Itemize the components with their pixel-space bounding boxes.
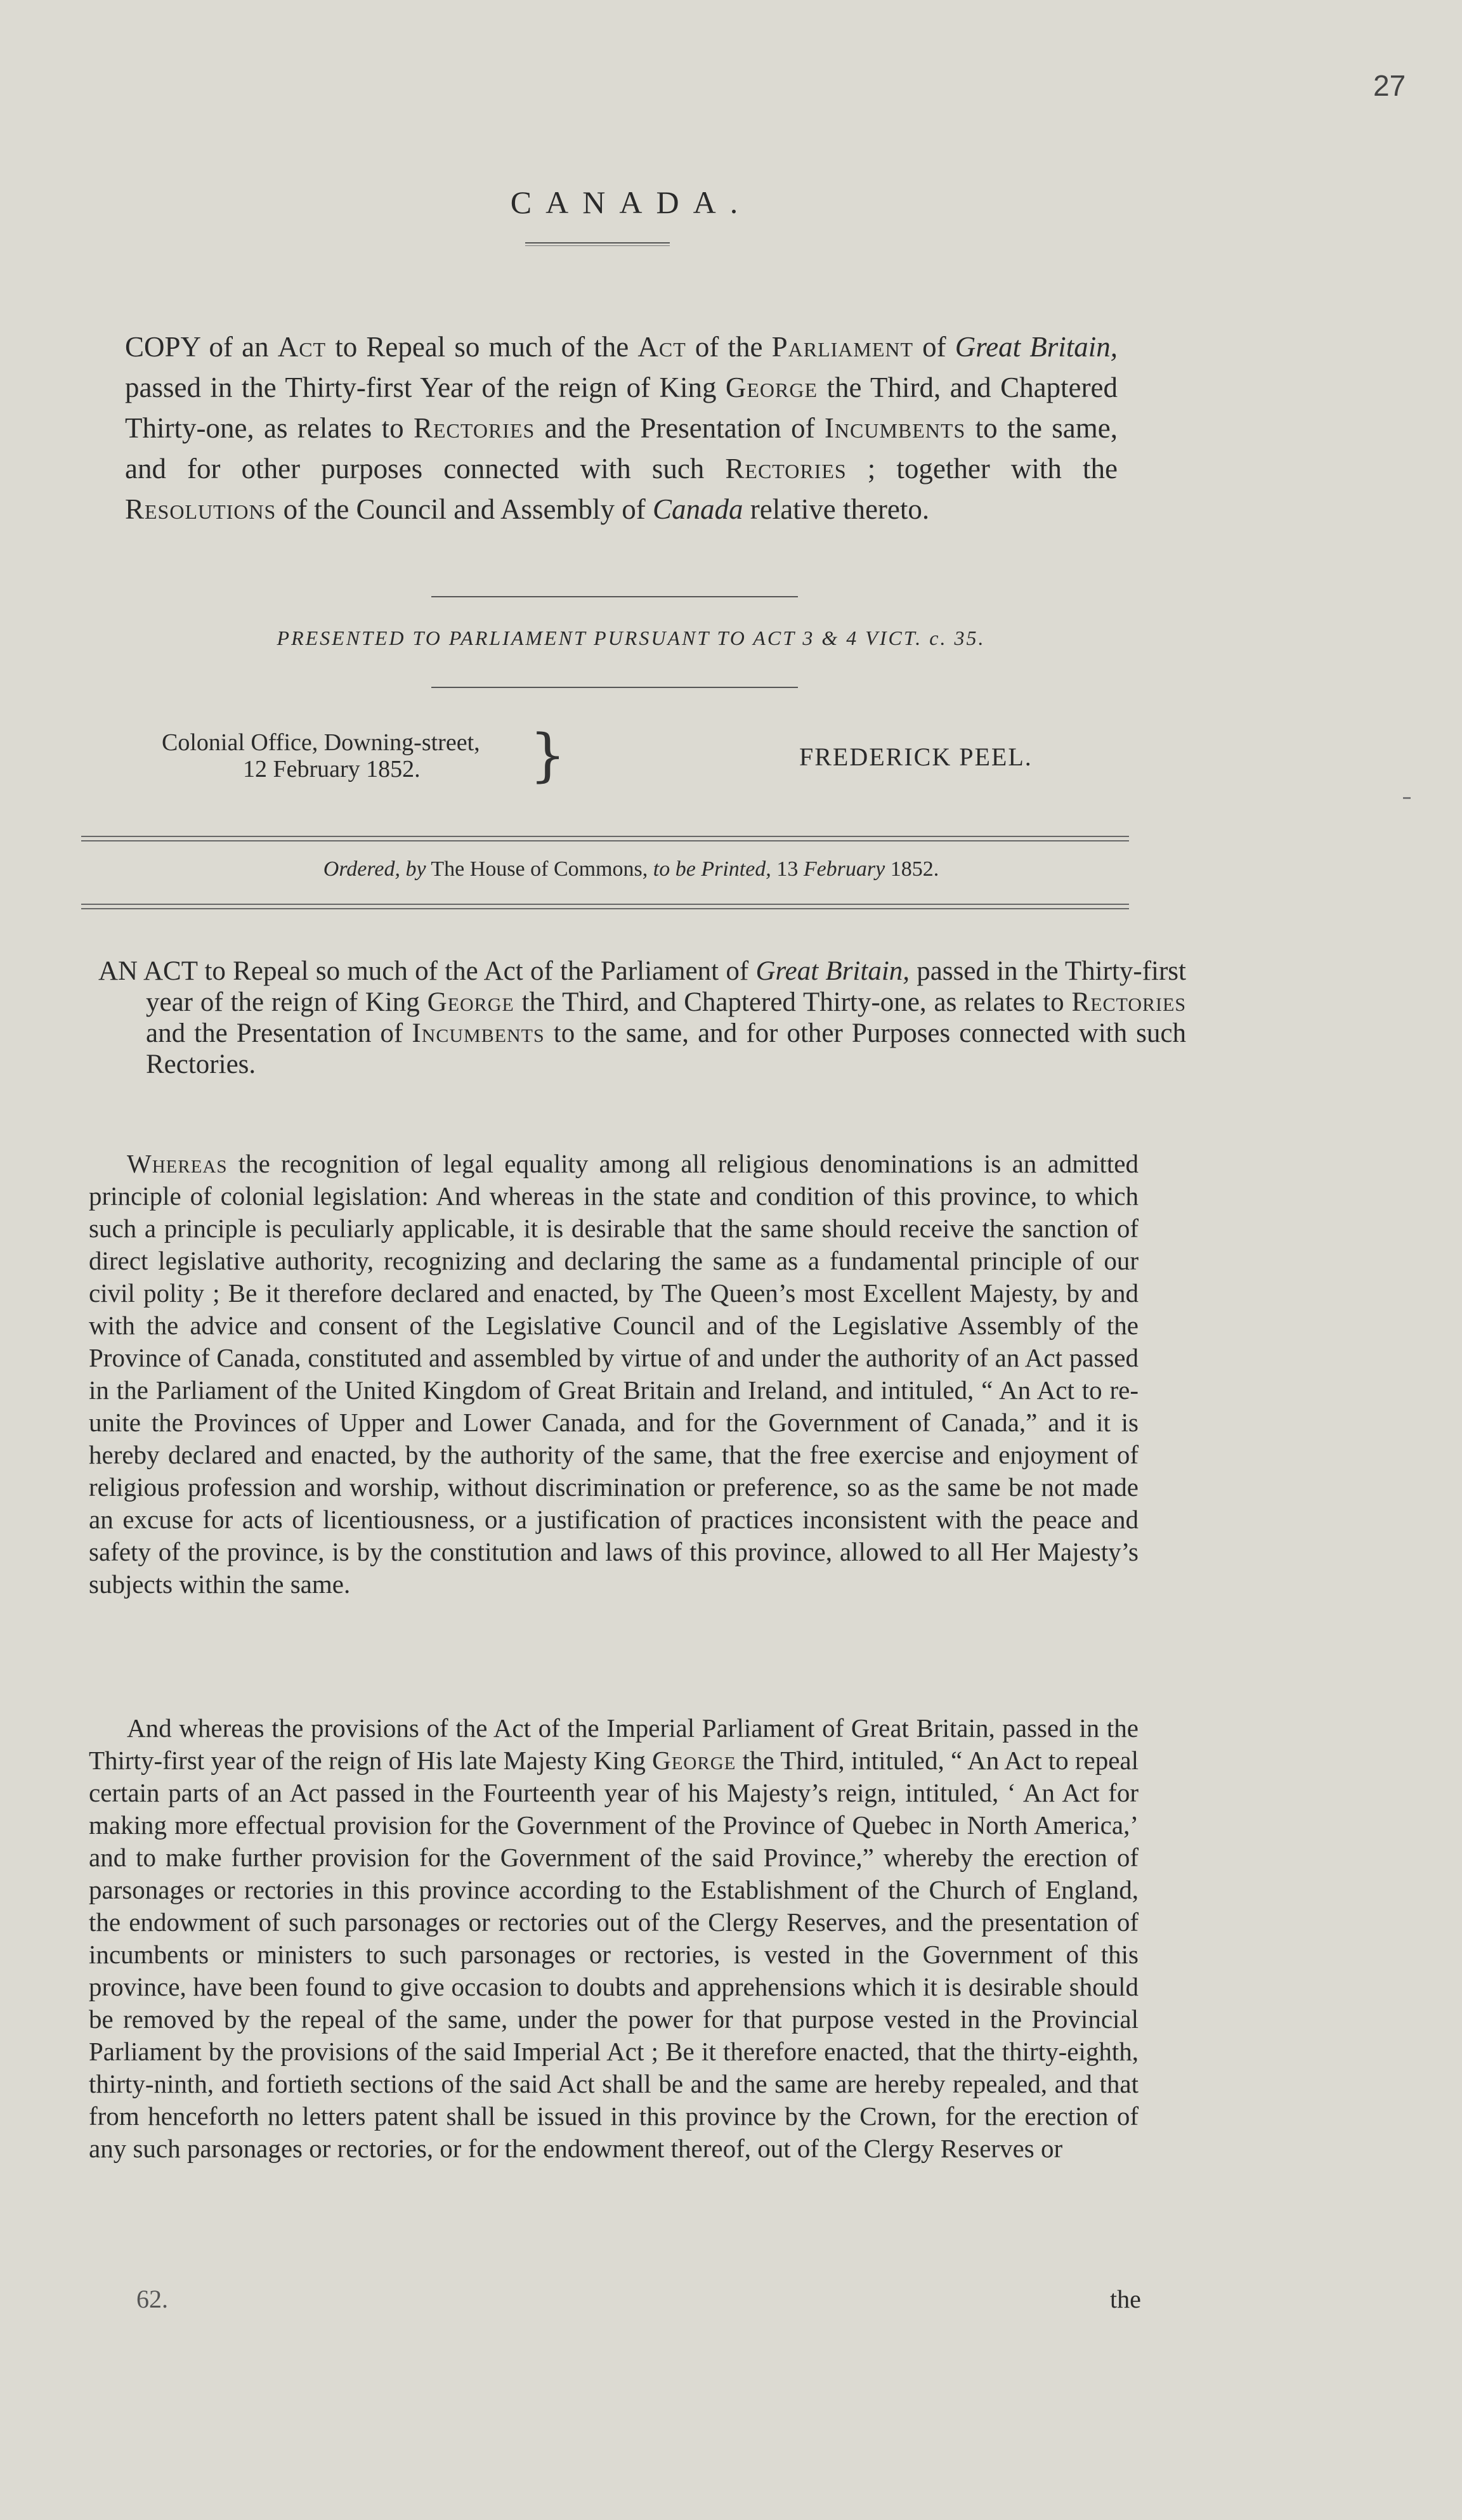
title-run: George [725,372,818,403]
title-run: to the same, and for other purposes connected with such [125,412,1118,484]
page-number: 27 [1373,69,1406,102]
title-run: of the Council and Assembly of [276,493,653,525]
title-run: of [913,331,955,363]
title-run: passed in the Thirty-first Year of the reign of King [125,372,726,403]
double-rule-bottom [81,904,1129,909]
act-title-run: and the Presentation of [146,1018,412,1048]
act-title-run: to the same, and for other Purposes connected with such Rectories. [146,1018,1186,1079]
paragraph2-run: the Third, intituled, “ An Act to repeal certain parts of an Act passed in the Fourteenth year of his Majesty’s reign, intituled, ‘ An Act for making more effectual provision for the Government of the Province of Quebec in North America,’ and to make further provision for the Government of the said Province,” whereby the erection of parsonages or rectories in this province according to the Establishment of the Church of England, the endowment of such parsonages or rectories out of the Clergy Reserves, and the presentation of incumbents or ministers to such parsonages or rectories, is vested in the Government of this province, have been found to give occasion to doubts and apprehensions which it is desirable should be removed by the repeal of the same, under the power for that purpose vested in the Provincial Parliament by the provisions of the said Imperial Act ; Be it therefore enacted, that the thirty-eighth, thirty-ninth, and fortieth sections of the said Act shall be and the same are hereby repealed, and that from henceforth no letters patent shall be issued in this province by the Crown, for the erection of any such parsonages or rectories, or for the endowment thereof, out of the Clergy Reserves or [89,1746,1139,2163]
title-run: Great Britain, [955,331,1118,363]
act-title-run: Rectories [1071,987,1187,1017]
act-title [98,956,1186,1080]
title-run: the Third, and Chaptered Thirty-one, as relates to [125,372,1118,444]
ordered-month: February [803,857,885,881]
act-title-run: the Third, and Chaptered Thirty-one, as relates to [514,987,1072,1017]
ordered-year: 1852. [885,857,939,881]
paragraph-whereas [89,1148,1139,1601]
colonial-office-address [162,729,480,783]
colonial-office-date: 12 February 1852. [243,756,421,783]
title-run: Incumbents [824,412,966,444]
title-run: Rectories [725,453,847,484]
title-run: Act [637,331,686,363]
act-title-run: passed in the Thirty-first year of the reign of King [146,956,1186,1017]
document-heading: CANADA. [510,185,752,220]
ordered-house: The House of Commons, [426,857,653,881]
ordered-line [0,857,1262,881]
title-run: Rectories [413,412,535,444]
act-title-run: AN ACT to Repeal so much of the Act of the Parliament of [98,956,756,986]
title-run: to Repeal so much of the [326,331,638,363]
title-run: COPY of an [125,331,278,363]
paragraph2-run: And whereas the provisions of the Act of the Imperial Parliament of Great Britain, passed in the Thirty-first year of the reign of His late Majesty King [89,1713,1139,1775]
title-run: of the [686,331,772,363]
act-title-run: Incumbents [412,1018,545,1048]
brace-mark: } [530,722,566,789]
rule-below-presented [431,687,798,688]
ordered-by: Ordered, by [323,857,426,881]
title-run: Parliament [771,331,914,363]
paragraph-and-whereas [89,1712,1139,2165]
margin-mark [1403,797,1411,799]
signature-mark: 62. [136,2285,168,2313]
paragraph1-run: Whereas [127,1149,228,1178]
title-run: Resolutions [125,493,277,525]
title-run: and the Presentation of [535,412,825,444]
act-title-run: Great Britain, [755,956,910,986]
paragraph1-run: the recognition of legal equality among all religious denominations is an admitted principle of colonial legislation: And whereas in the state and condition of this province, to which such a principle is peculiarly applicable, it is desirable that the same should receive the sanction of direct legislative authority, recognizing and declaring the same as a fundamental principle of our civil polity ; Be it therefore declared and enacted, by The Queen’s most Excellent Majesty, by and with the advice and consent of the Legislative Council and of the Legislative Assembly of the Province of Canada, constituted and assembled by virtue of and under the authority of an Act passed in the Parliament of the United Kingdom of Great Britain and Ireland, and intituled, “ An Act to re-unite the Provinces of Upper and Lower Canada, and for the Government of Canada,” and it is hereby declared and enacted, by the authority of the same, that the free exercise and enjoyment of religious profession and worship, without discrimination or preference, so as the same be not made an excuse for acts of licentiousness, or a justification of practices inconsistent with the peace and safety of the province, is by the constitution and laws of this province, allowed to all Her Majesty’s subjects within the same. [89,1149,1139,1599]
title-run: Canada [653,493,743,525]
rule-above-presented [431,596,798,597]
title-run: ; together with the [846,453,1118,484]
signer-name: FREDERICK PEEL. [799,743,1033,771]
document-title [125,327,1118,529]
paragraph2-run: George [652,1746,736,1775]
act-title-run: George [427,987,514,1017]
ordered-day: 13 [771,857,804,881]
double-rule-top [81,836,1129,841]
title-run: relative thereto. [743,493,930,525]
colonial-office-line1: Colonial Office, Downing-street, [162,729,480,756]
presented-note: PRESENTED TO PARLIAMENT PURSUANT TO ACT 3 & 4 VICT. c. 35. [277,627,986,649]
ordered-printed: to be Printed, [653,857,771,881]
title-run: Act [277,331,327,363]
catchword: the [1110,2285,1141,2313]
heading-rule [525,242,670,246]
